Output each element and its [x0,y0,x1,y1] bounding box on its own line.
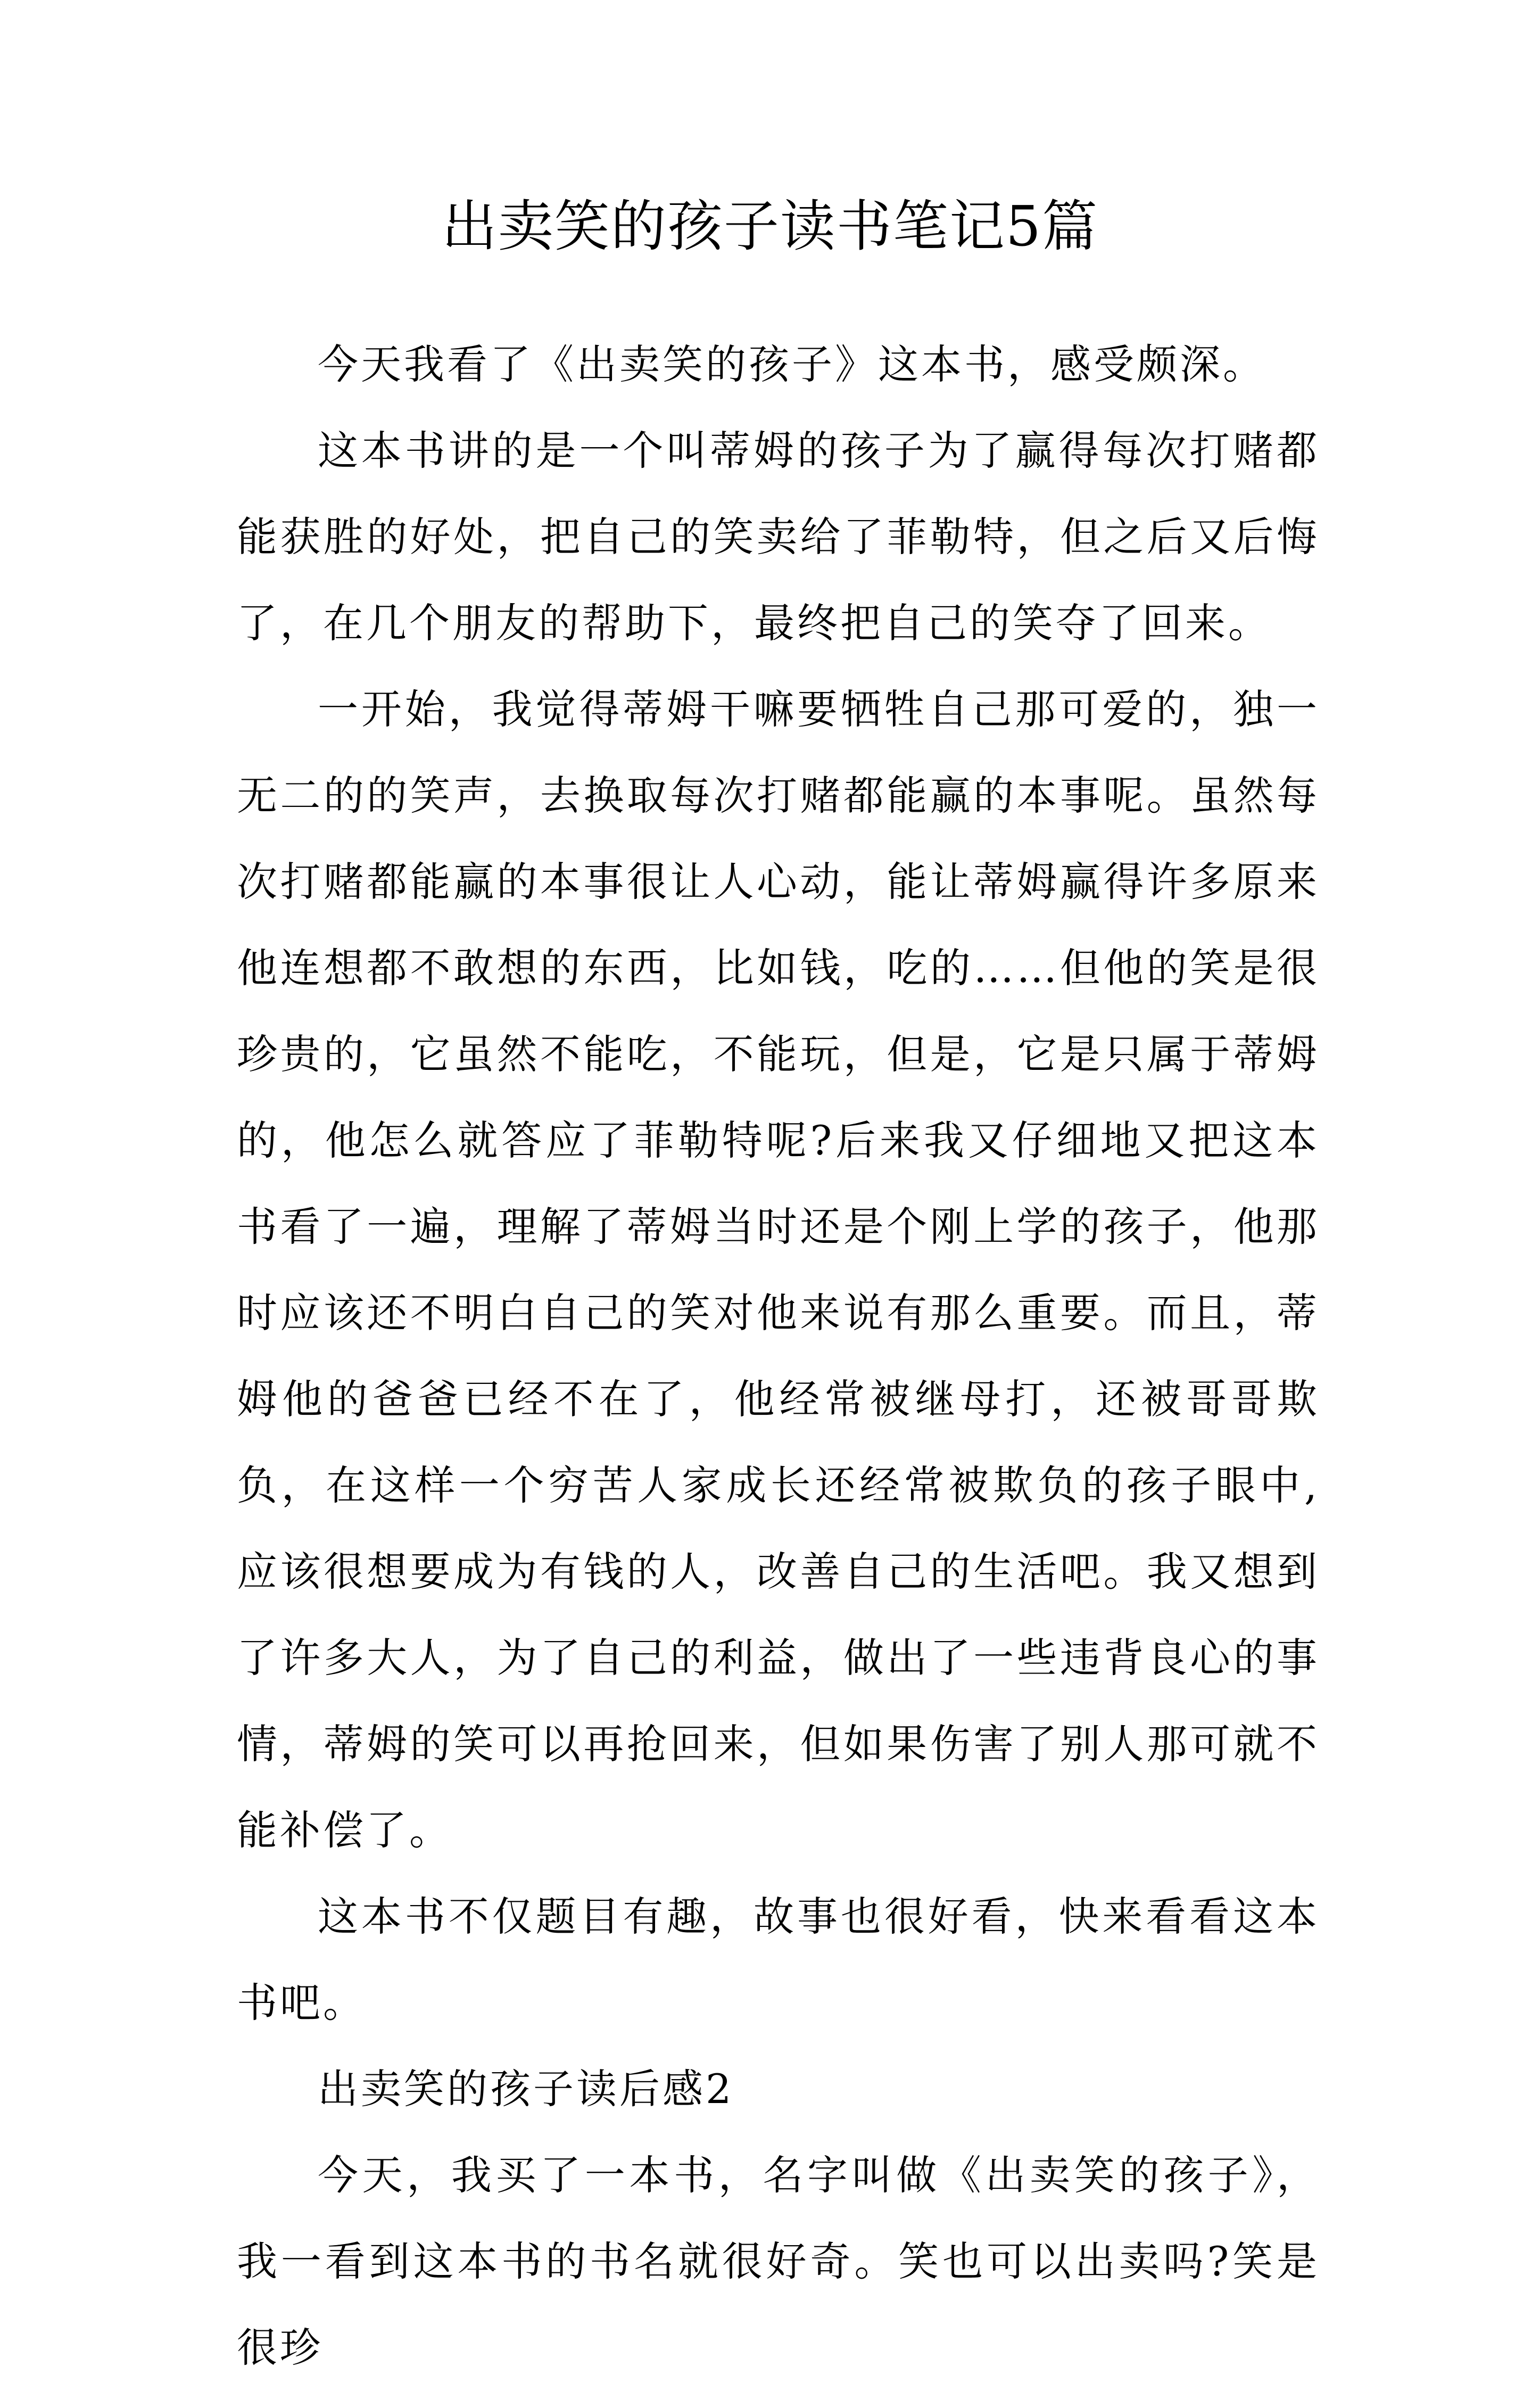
document-body [237,321,1320,2391]
paragraph: 这本书不仅题目有趣，故事也很好看，快来看看这本书吧。 [237,1893,1320,2026]
paragraph: 一开始，我觉得蒂姆干嘛要牺牲自己那可爱的，独一无二的的笑声，去换取每次打赌都能赢的本事呢。虽然每次打赌都能赢的本事很让人心动，能让蒂姆赢得许多原来他连想都不敢想的东西，比如钱，吃的……但他的笑是很珍贵的，它虽然不能吃，不能玩，但是，它是只属于蒂姆的，他怎么就答应了菲勒特呢?后来我又仔细地又把这本书看了一遍，理解了蒂姆当时还是个刚上学的孩子，他那时应该还不明白自己的笑对他来说有那么重要。而且，蒂姆他的爸爸已经不在了，他经常被继母打，还被哥哥欺负，在这样一个穷苦人家成长还经常被欺负的孩子眼中,应该很想要成为有钱的人，改善自己的生活吧。我又想到了许多大人，为了自己的利益，做出了一些违背良心的事情，蒂姆的笑可以再抢回来，但如果伤害了别人那可就不能补偿了。 [237,686,1320,1854]
paragraph: 今天我看了《出卖笑的孩子》这本书，感受颇深。 [318,341,1266,388]
paragraph: 这本书讲的是一个叫蒂姆的孩子为了赢得每次打赌都能获胜的好处，把自己的笑卖给了菲勒特，但之后又后悔了，在几个朋友的帮助下，最终把自己的笑夺了回来。 [237,427,1320,647]
paragraph: 今天，我买了一本书，名字叫做《出卖笑的孩子》，我一看到这本书的书名就很好奇。笑也可以出卖吗?笑是很珍 [237,2151,1320,2371]
section-heading: 出卖笑的孩子读后感2 [318,2065,734,2113]
document-title: 出卖笑的孩子读书笔记5篇 [441,194,1099,259]
